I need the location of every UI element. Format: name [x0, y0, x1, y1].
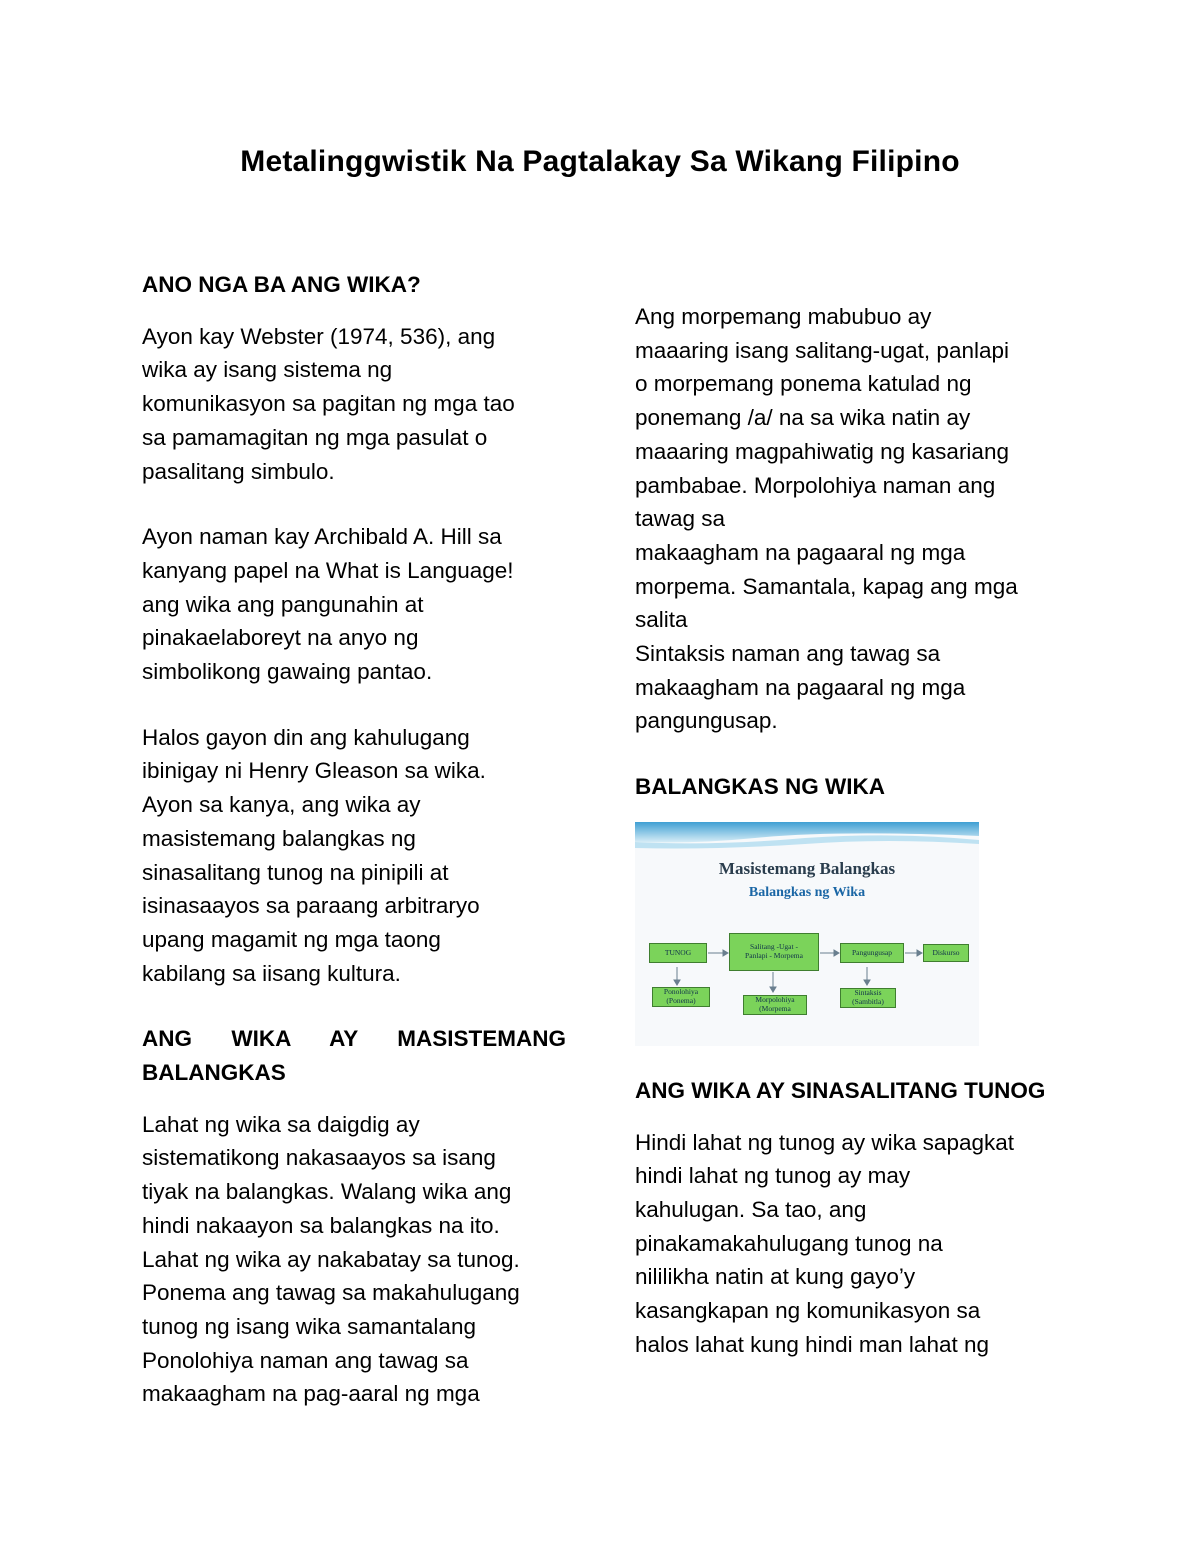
heading-line: BALANGKAS: [142, 1060, 286, 1086]
paragraph-hill: [142, 520, 566, 689]
text-line: hindi nakaayon sa balangkas na ito.: [142, 1212, 500, 1238]
balangkas-diagram-image: [635, 822, 979, 1046]
text-line: isinasaayos sa paraang arbitraryo: [142, 893, 480, 919]
paragraph-morpema: [635, 300, 1075, 738]
diagram-box-pangungusap: Pangungusap: [840, 943, 904, 963]
text-line: ibinigay ni Henry Gleason sa wika.: [142, 758, 486, 784]
text-line: Ayon naman kay Archibald A. Hill sa: [142, 524, 502, 550]
text-line: pangungusap.: [635, 708, 778, 734]
paragraph-gleason: [142, 721, 566, 991]
text-line: sa pamamagitan ng mga pasulat o: [142, 424, 488, 450]
text-line: Ang morpemang mabubuo ay: [635, 304, 932, 329]
paragraph-lahat-ng-wika: [142, 1108, 566, 1411]
text-line: tawag sa: [635, 506, 726, 532]
text-line: tiyak na balangkas. Walang wika ang: [142, 1179, 512, 1205]
text-line: morpema. Samantala, kapag ang mga: [635, 573, 1018, 599]
diagram-box-diskurso: Diskurso: [923, 944, 969, 962]
diagram-box-ponolohiya: Ponolohiya (Ponema): [652, 987, 710, 1007]
text-line: wika ay isang sistema ng: [142, 357, 393, 383]
text-line: simbolikong gawaing pantao.: [142, 659, 433, 685]
text-line: nililikha natin at kung gayo’y: [635, 1264, 916, 1290]
text-line: Ponema ang tawag sa makahulugang: [142, 1280, 520, 1306]
text-line: halos lahat kung hindi man lahat ng: [635, 1331, 990, 1357]
text-line: ang wika ang pangunahin at: [142, 591, 424, 617]
diagram-box-sintaksis: Sintaksis (Sambitla): [840, 988, 896, 1008]
text-line: kahulugan. Sa tao, ang: [635, 1196, 867, 1222]
text-line: sinasalitang tunog na pinipili at: [142, 859, 449, 885]
text-line: komunikasyon sa pagitan ng mga tao: [142, 391, 515, 417]
text-line: sistematikong nakasaayos sa isang: [142, 1145, 496, 1171]
text-line: hindi lahat ng tunog ay may: [635, 1163, 911, 1189]
diagram-box-morpolohiya: Morpolohiya (Morpema: [743, 995, 807, 1015]
text-line: tunog ng isang wika samantalang: [142, 1313, 476, 1339]
diagram-box-tunog: TUNOG: [649, 943, 707, 963]
text-line: Lahat ng wika ay nakabatay sa tunog.: [142, 1246, 520, 1272]
text-line: salita: [635, 607, 688, 633]
text-line: kabilang sa iisang kultura.: [142, 960, 401, 986]
text-line: Ponolohiya naman ang tawag sa: [142, 1347, 469, 1373]
diagram-title: Masistemang Balangkas: [718, 858, 896, 878]
text-line: makaagham na pagaaral ng mga: [635, 539, 966, 565]
text-line: kanyang papel na What is Language!: [142, 557, 514, 583]
paragraph-hindi-lahat: [635, 1126, 1075, 1362]
text-line: o morpemang ponema katulad ng: [635, 371, 972, 397]
left-column: [142, 268, 566, 1411]
heading-sinasalitang-tunog: ANG WIKA AY SINASALITANG TUNOG: [635, 1077, 1046, 1103]
text-line: Ayon kay Webster (1974, 536), ang: [142, 323, 496, 349]
text-line: upang magamit ng mga taong: [142, 926, 441, 952]
text-line: Halos gayon din ang kahulugang: [142, 724, 470, 750]
heading-balangkas-ng-wika: BALANGKAS NG WIKA: [635, 774, 885, 800]
text-line: masistemang balangkas ng: [142, 825, 416, 851]
text-line: makaagham na pagaaral ng mga: [635, 674, 966, 700]
text-line: Hindi lahat ng tunog ay wika sapagkat: [635, 1129, 1014, 1155]
text-line: pinakaelaboreyt na anyo ng: [142, 625, 419, 651]
text-line: Ayon sa kanya, ang wika ay: [142, 792, 421, 818]
text-line: Lahat ng wika sa daigdig ay: [142, 1111, 420, 1137]
text-line: Sintaksis naman ang tawag sa: [635, 641, 941, 667]
heading-masistemang-balangkas: [142, 1022, 566, 1089]
text-line: maaaring isang salitang-ugat, panlapi: [635, 337, 1009, 363]
right-column: [635, 300, 1075, 1361]
text-line: maaaring magpahiwatig ng kasariang: [635, 438, 1009, 464]
text-line: pambabae. Morpolohiya naman ang: [635, 472, 996, 498]
text-line: makaagham na pag-aaral ng mga: [142, 1381, 480, 1407]
text-line: pasalitang simbulo.: [142, 458, 335, 484]
text-line: ponemang /a/ na sa wika natin ay: [635, 405, 971, 431]
text-line: pinakamakahulugang tunog na: [635, 1230, 943, 1256]
heading-line: ANG WIKA AY MASISTEMANG: [142, 1026, 566, 1052]
diagram-subtitle: Balangkas ng Wika: [748, 884, 866, 900]
paragraph-webster: [142, 320, 566, 489]
diagram-box-salitang-ugat: Salitang -Ugat - Panlapi - Morpema: [729, 933, 819, 971]
heading-ano-nga-ba: ANO NGA BA ANG WIKA?: [142, 272, 421, 297]
document-title: Metalinggwistik Na Pagtalakay Sa Wikang Filipino: [240, 145, 960, 178]
text-line: kasangkapan ng komunikasyon sa: [635, 1298, 981, 1324]
